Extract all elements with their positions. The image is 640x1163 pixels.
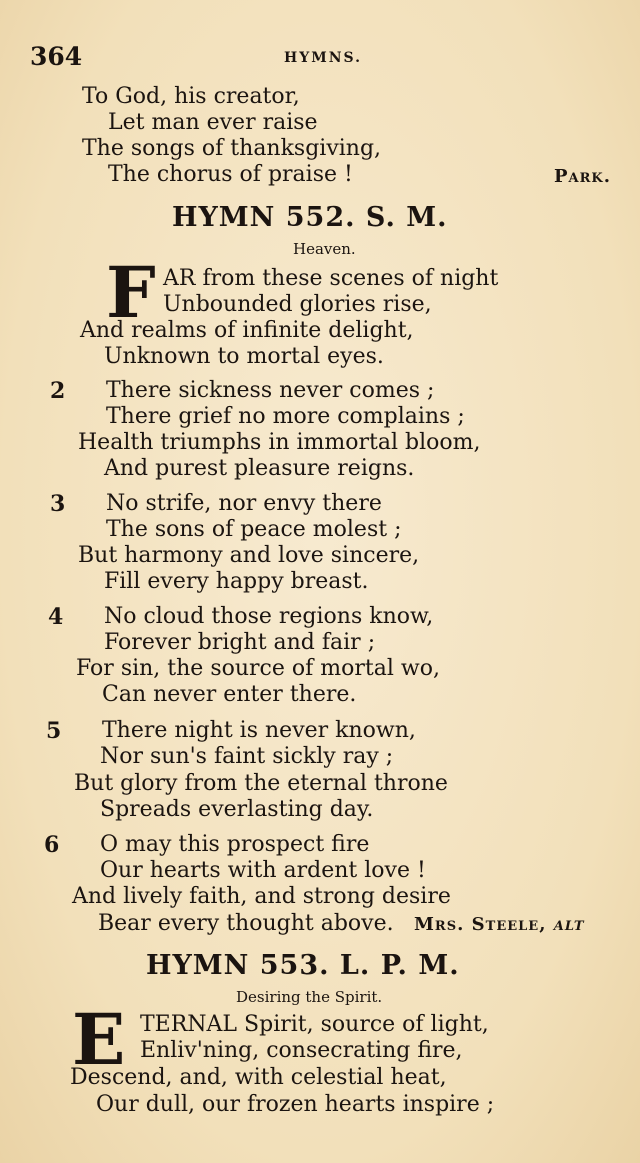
verse-line: Health triumphs in immortal bloom, (78, 430, 481, 455)
hymn-title: HYMN 553. L. P. M. (146, 950, 460, 981)
stanza-number: 2 (50, 378, 66, 404)
verse-line: For sin, the source of mortal wo, (76, 656, 440, 681)
verse-line: But harmony and love sincere, (78, 543, 420, 568)
verse-line: Bear every thought above. (98, 911, 394, 936)
verse-line: Descend, and, with celestial heat, (70, 1065, 447, 1090)
verse-line: To God, his creator, (82, 84, 300, 109)
verse-line: Unknown to mortal eyes. (104, 344, 384, 369)
attribution-author: Mrs. Steele, (414, 914, 547, 935)
verse-line: And lively faith, and strong desire (72, 884, 451, 909)
verse-line: Let man ever raise (108, 110, 318, 135)
verse-line: The chorus of praise ! (108, 162, 353, 187)
attribution-alt: alt (553, 914, 585, 935)
hymn-subtitle: Heaven. (293, 240, 356, 258)
stanza-number: 3 (50, 491, 66, 517)
verse-line: But glory from the eternal throne (74, 771, 448, 796)
drop-cap: F (106, 251, 156, 334)
verse-line: Enliv'ning, consecrating fire, (140, 1038, 463, 1063)
verse-line: The sons of peace molest ; (106, 517, 402, 542)
verse-line: No strife, nor envy there (106, 491, 382, 516)
attribution (414, 914, 585, 935)
verse-line: Unbounded glories rise, (163, 292, 432, 317)
verse-line: And purest pleasure reigns. (104, 456, 415, 481)
verse-line: There sickness never comes ; (106, 378, 435, 403)
verse-line: No cloud those regions know, (104, 604, 434, 629)
verse-line: Can never enter there. (102, 682, 357, 707)
verse-line: TERNAL Spirit, source of light, (140, 1012, 489, 1037)
verse-line: Forever bright and fair ; (104, 630, 376, 655)
stanza-number: 4 (48, 604, 64, 630)
verse-line: Spreads everlasting day. (100, 797, 374, 822)
stanza-number: 5 (46, 718, 62, 744)
running-title: HYMNS. (284, 50, 363, 66)
stanza-number: 6 (44, 832, 60, 858)
verse-line: And realms of infinite delight, (80, 318, 414, 343)
hymn-title: HYMN 552. S. M. (172, 202, 448, 233)
drop-cap: E (72, 998, 126, 1081)
verse-line: There night is never known, (102, 718, 416, 743)
verse-line: O may this prospect fire (100, 832, 370, 857)
verse-line: There grief no more complains ; (106, 404, 465, 429)
verse-line: Our hearts with ardent love ! (100, 858, 426, 883)
verse-line: Fill every happy breast. (104, 569, 369, 594)
verse-line: Nor sun's faint sickly ray ; (100, 744, 394, 769)
verse-line: AR from these scenes of night (163, 266, 499, 291)
hymn-subtitle: Desiring the Spirit. (236, 988, 383, 1006)
attribution: Park. (554, 166, 611, 187)
verse-line: Our dull, our frozen hearts inspire ; (96, 1092, 495, 1117)
page-number: 364 (30, 42, 83, 71)
verse-line: The songs of thanksgiving, (82, 136, 382, 161)
